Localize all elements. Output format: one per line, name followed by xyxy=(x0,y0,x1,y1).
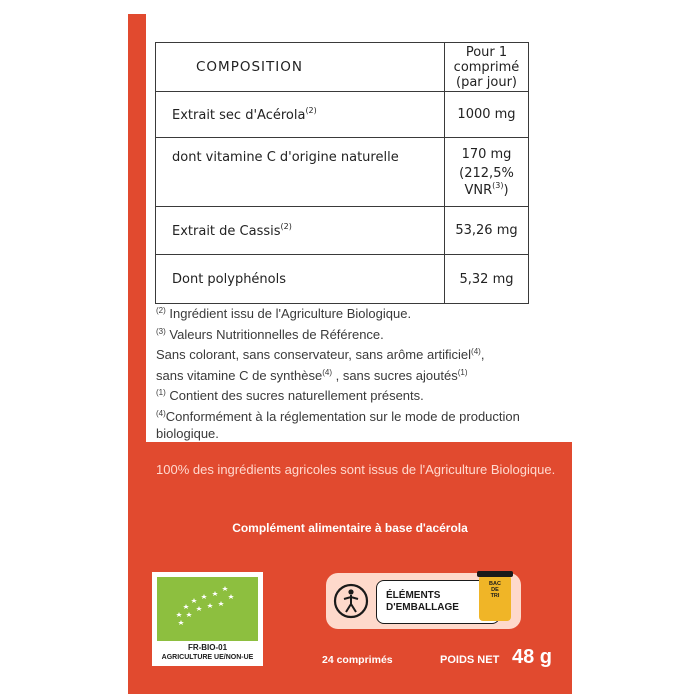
bin-label: BAC DE TRI xyxy=(489,581,501,599)
table-row xyxy=(156,138,529,207)
triman-icon xyxy=(332,582,370,620)
per-tablet-header: Pour 1 comprimé (par jour) xyxy=(445,43,529,92)
footnote: Sans colorant, sans conservateur, sans arôme artificiel$^{(4)}$, xyxy=(156,347,485,362)
ingredient-value: 1000 mg xyxy=(445,92,529,138)
net-weight-label: POIDS NET xyxy=(440,654,500,666)
ingredient-label: dont vitamine C d'origine naturelle xyxy=(156,138,445,207)
footnote: $^{(1)}$ Contient des sucres naturellement présents. xyxy=(156,388,424,403)
table-row xyxy=(156,255,529,304)
packaging-label: ÉLÉMENTS D'EMBALLAGE xyxy=(386,590,459,613)
packaging-label-box xyxy=(376,580,500,624)
ingredient-value: 5,32 mg xyxy=(445,255,529,304)
ingredient-label: Extrait sec d'Acérola$^{(2)}$ xyxy=(156,92,445,138)
organic-statement: 100% des ingrédients agricoles sont issus de l'Agriculture Biologique. xyxy=(156,462,556,477)
composition-table xyxy=(155,42,529,304)
ingredient-label: Extrait de Cassis$^{(2)}$ xyxy=(156,207,445,255)
footnotes xyxy=(156,302,566,443)
ingredient-value: 53,26 mg xyxy=(445,207,529,255)
table-row xyxy=(156,207,529,255)
net-weight-value: 48 g xyxy=(512,646,553,668)
eu-organic-mention: AGRICULTURE UE/NON-UE xyxy=(161,654,254,661)
footnote: sans vitamine C de synthèse$^{(4)}$ , sans sucres ajoutés$^{(1)}$ xyxy=(156,367,468,383)
composition-header: COMPOSITION xyxy=(156,43,445,92)
product-subtitle: Complément alimentaire à base d'acérola xyxy=(232,521,468,535)
eu-organic-code: FR-BIO-01 xyxy=(187,643,228,652)
sorting-bin-icon xyxy=(479,575,511,621)
table-row xyxy=(156,92,529,138)
footnote: $^{(4)}$Conformément à la réglementation sur le mode de production biologique. xyxy=(156,408,520,441)
ingredient-value: 170 mg (212,5% VNR$^{(3)}$) xyxy=(445,138,529,207)
tablet-count: 24 comprimés xyxy=(322,654,393,666)
table-header-row xyxy=(156,43,529,92)
footnote: $^{(2)}$ Ingrédient issu de l'Agriculture Biologique. xyxy=(156,306,412,321)
bin-lid xyxy=(477,571,513,577)
eu-organic-leaf-icon xyxy=(157,577,258,641)
ingredient-label: Dont polyphénols xyxy=(156,255,445,304)
footnote: $^{(3)}$ Valeurs Nutritionnelles de Référence. xyxy=(156,326,384,342)
triman-block xyxy=(326,573,521,629)
eu-organic-logo xyxy=(152,572,263,666)
